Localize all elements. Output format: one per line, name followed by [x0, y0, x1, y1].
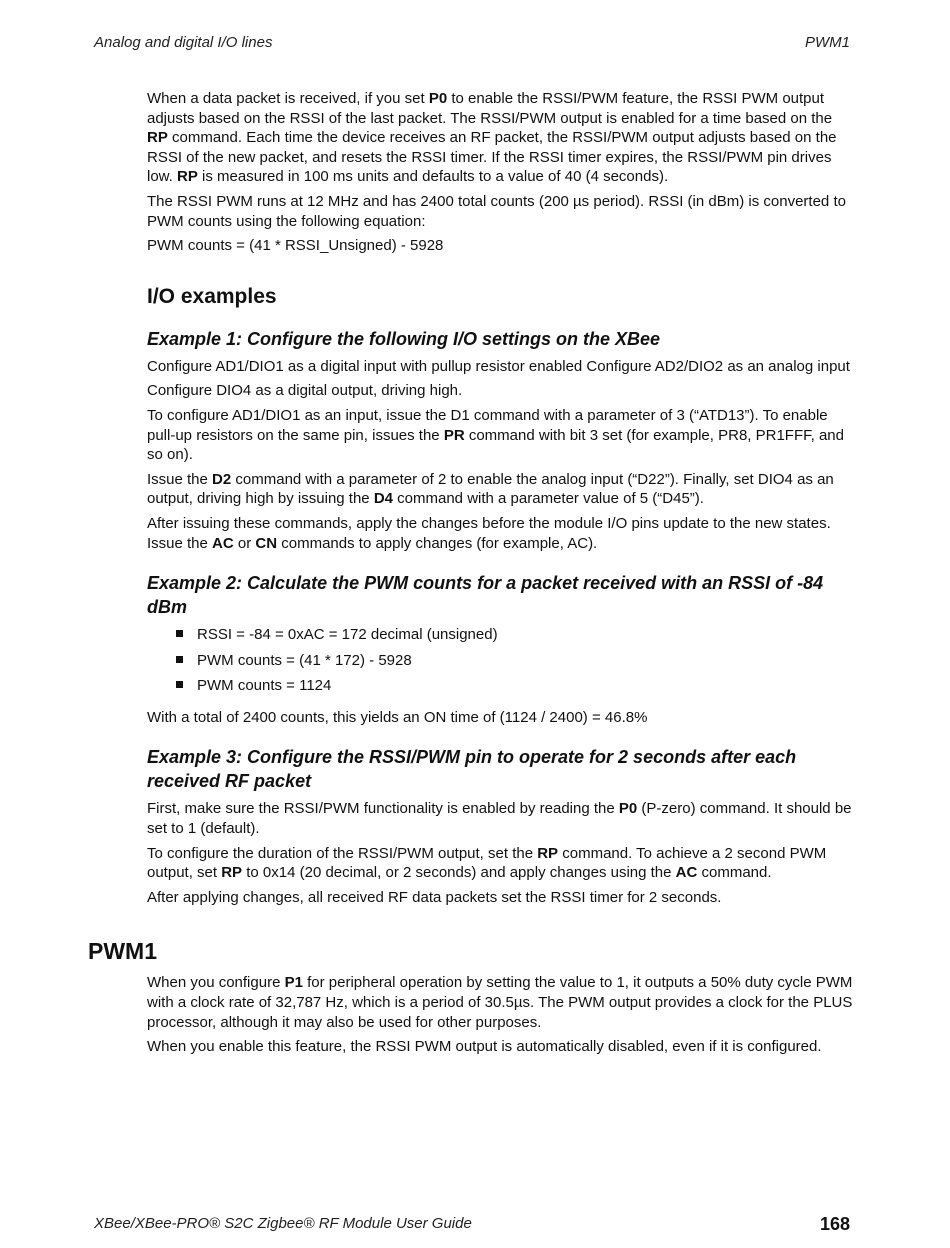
example-2-paragraph-1: With a total of 2400 counts, this yields an ON time of (1124 / 2400) = 46.8% [147, 708, 648, 726]
pwm1-paragraph-2: When you enable this feature, the RSSI PWM output is automatically disabled, even if it is configured. [147, 1038, 822, 1056]
page-body [88, 89, 855, 1062]
example-1-paragraph-5: After issuing these commands, apply the changes before the module I/O pins update to the new states. Issue the AC or CN commands to apply changes (for example, AC). [147, 514, 831, 552]
example-3-paragraph-2: To configure the duration of the RSSI/PWM output, set the RP command. To achieve a 2 second PWM output, set RP to 0x14 (20 decimal, or 2 seconds) and apply changes using the AC command. [147, 844, 827, 882]
running-header-topic: PWM1 [805, 34, 850, 51]
io-examples-heading: I/O examples [147, 284, 277, 308]
example-1-paragraph-2: Configure DIO4 as a digital output, driving high. [147, 382, 463, 400]
example-1-heading: Example 1: Configure the following I/O settings on the XBee [147, 328, 661, 349]
list-item: PWM counts = 1124 [197, 676, 855, 696]
list-item: RSSI = -84 = 0xAC = 172 decimal (unsigned) [197, 625, 855, 645]
example-2-bullet-list [147, 625, 855, 696]
example-1-paragraph-1: Configure AD1/DIO1 as a digital input with pullup resistor enabled Configure AD2/DIO2 as an analog input [147, 357, 850, 375]
example-3-heading: Example 3: Configure the RSSI/PWM pin to operate for 2 seconds after each received RF packet [147, 747, 797, 792]
intro-paragraph-1: When a data packet is received, if you set P0 to enable the RSSI/PWM feature, the RSSI PWM output adjusts based on the RSSI of the last packet. The RSSI/PWM output is enabled for a time based on the RP command. Each time the device receives an RF packet, the RSSI/PWM output adjusts based on the RSSI of the new packet, and resets the RSSI timer. If the RSSI timer expires, the RSSI/PWM pin drives low. RP is measured in 100 ms units and defaults to a value of 40 (4 seconds). [147, 90, 837, 186]
example-1-paragraph-4: Issue the D2 command with a parameter of 2 to enable the analog input (“D22”). Finally, set DIO4 as an output, driving high by issuing the D4 command with a parameter value of 5 (“D45”). [147, 470, 834, 508]
footer-page-number: 168 [819, 1214, 850, 1234]
example-3-paragraph-1: First, make sure the RSSI/PWM functionality is enabled by reading the P0 (P-zero) command. It should be set to 1 (default). [147, 800, 852, 838]
pwm1-heading: PWM1 [88, 938, 157, 965]
pwm-equation: PWM counts = (41 * RSSI_Unsigned) - 5928 [147, 237, 444, 255]
footer-document-title: XBee/XBee-PRO® S2C Zigbee® RF Module User Guide [94, 1215, 472, 1232]
example-3-paragraph-3: After applying changes, all received RF data packets set the RSSI timer for 2 seconds. [147, 888, 722, 906]
example-2-heading: Example 2: Calculate the PWM counts for a packet received with an RSSI of -84 dBm [147, 573, 824, 618]
running-header-section: Analog and digital I/O lines [94, 34, 273, 51]
pwm1-paragraph-1: When you configure P1 for peripheral operation by setting the value to 1, it outputs a 50% duty cycle PWM with a clock rate of 32,787 Hz, which is a period of 30.5µs. The PWM output provides a clock for the PLUS processor, although it may also be used for other purposes. [147, 974, 853, 1031]
intro-paragraph-2: The RSSI PWM runs at 12 MHz and has 2400 total counts (200 µs period). RSSI (in dBm) is converted to PWM counts using the following equation: [147, 192, 846, 230]
example-1-paragraph-3: To configure AD1/DIO1 as an input, issue the D1 command with a parameter of 3 (“ATD13”). To enable pull-up resistors on the same pin, issues the PR command with bit 3 set (for example, PR8, PR1FFF, and so on). [147, 406, 844, 464]
list-item: PWM counts = (41 * 172) - 5928 [197, 651, 855, 671]
